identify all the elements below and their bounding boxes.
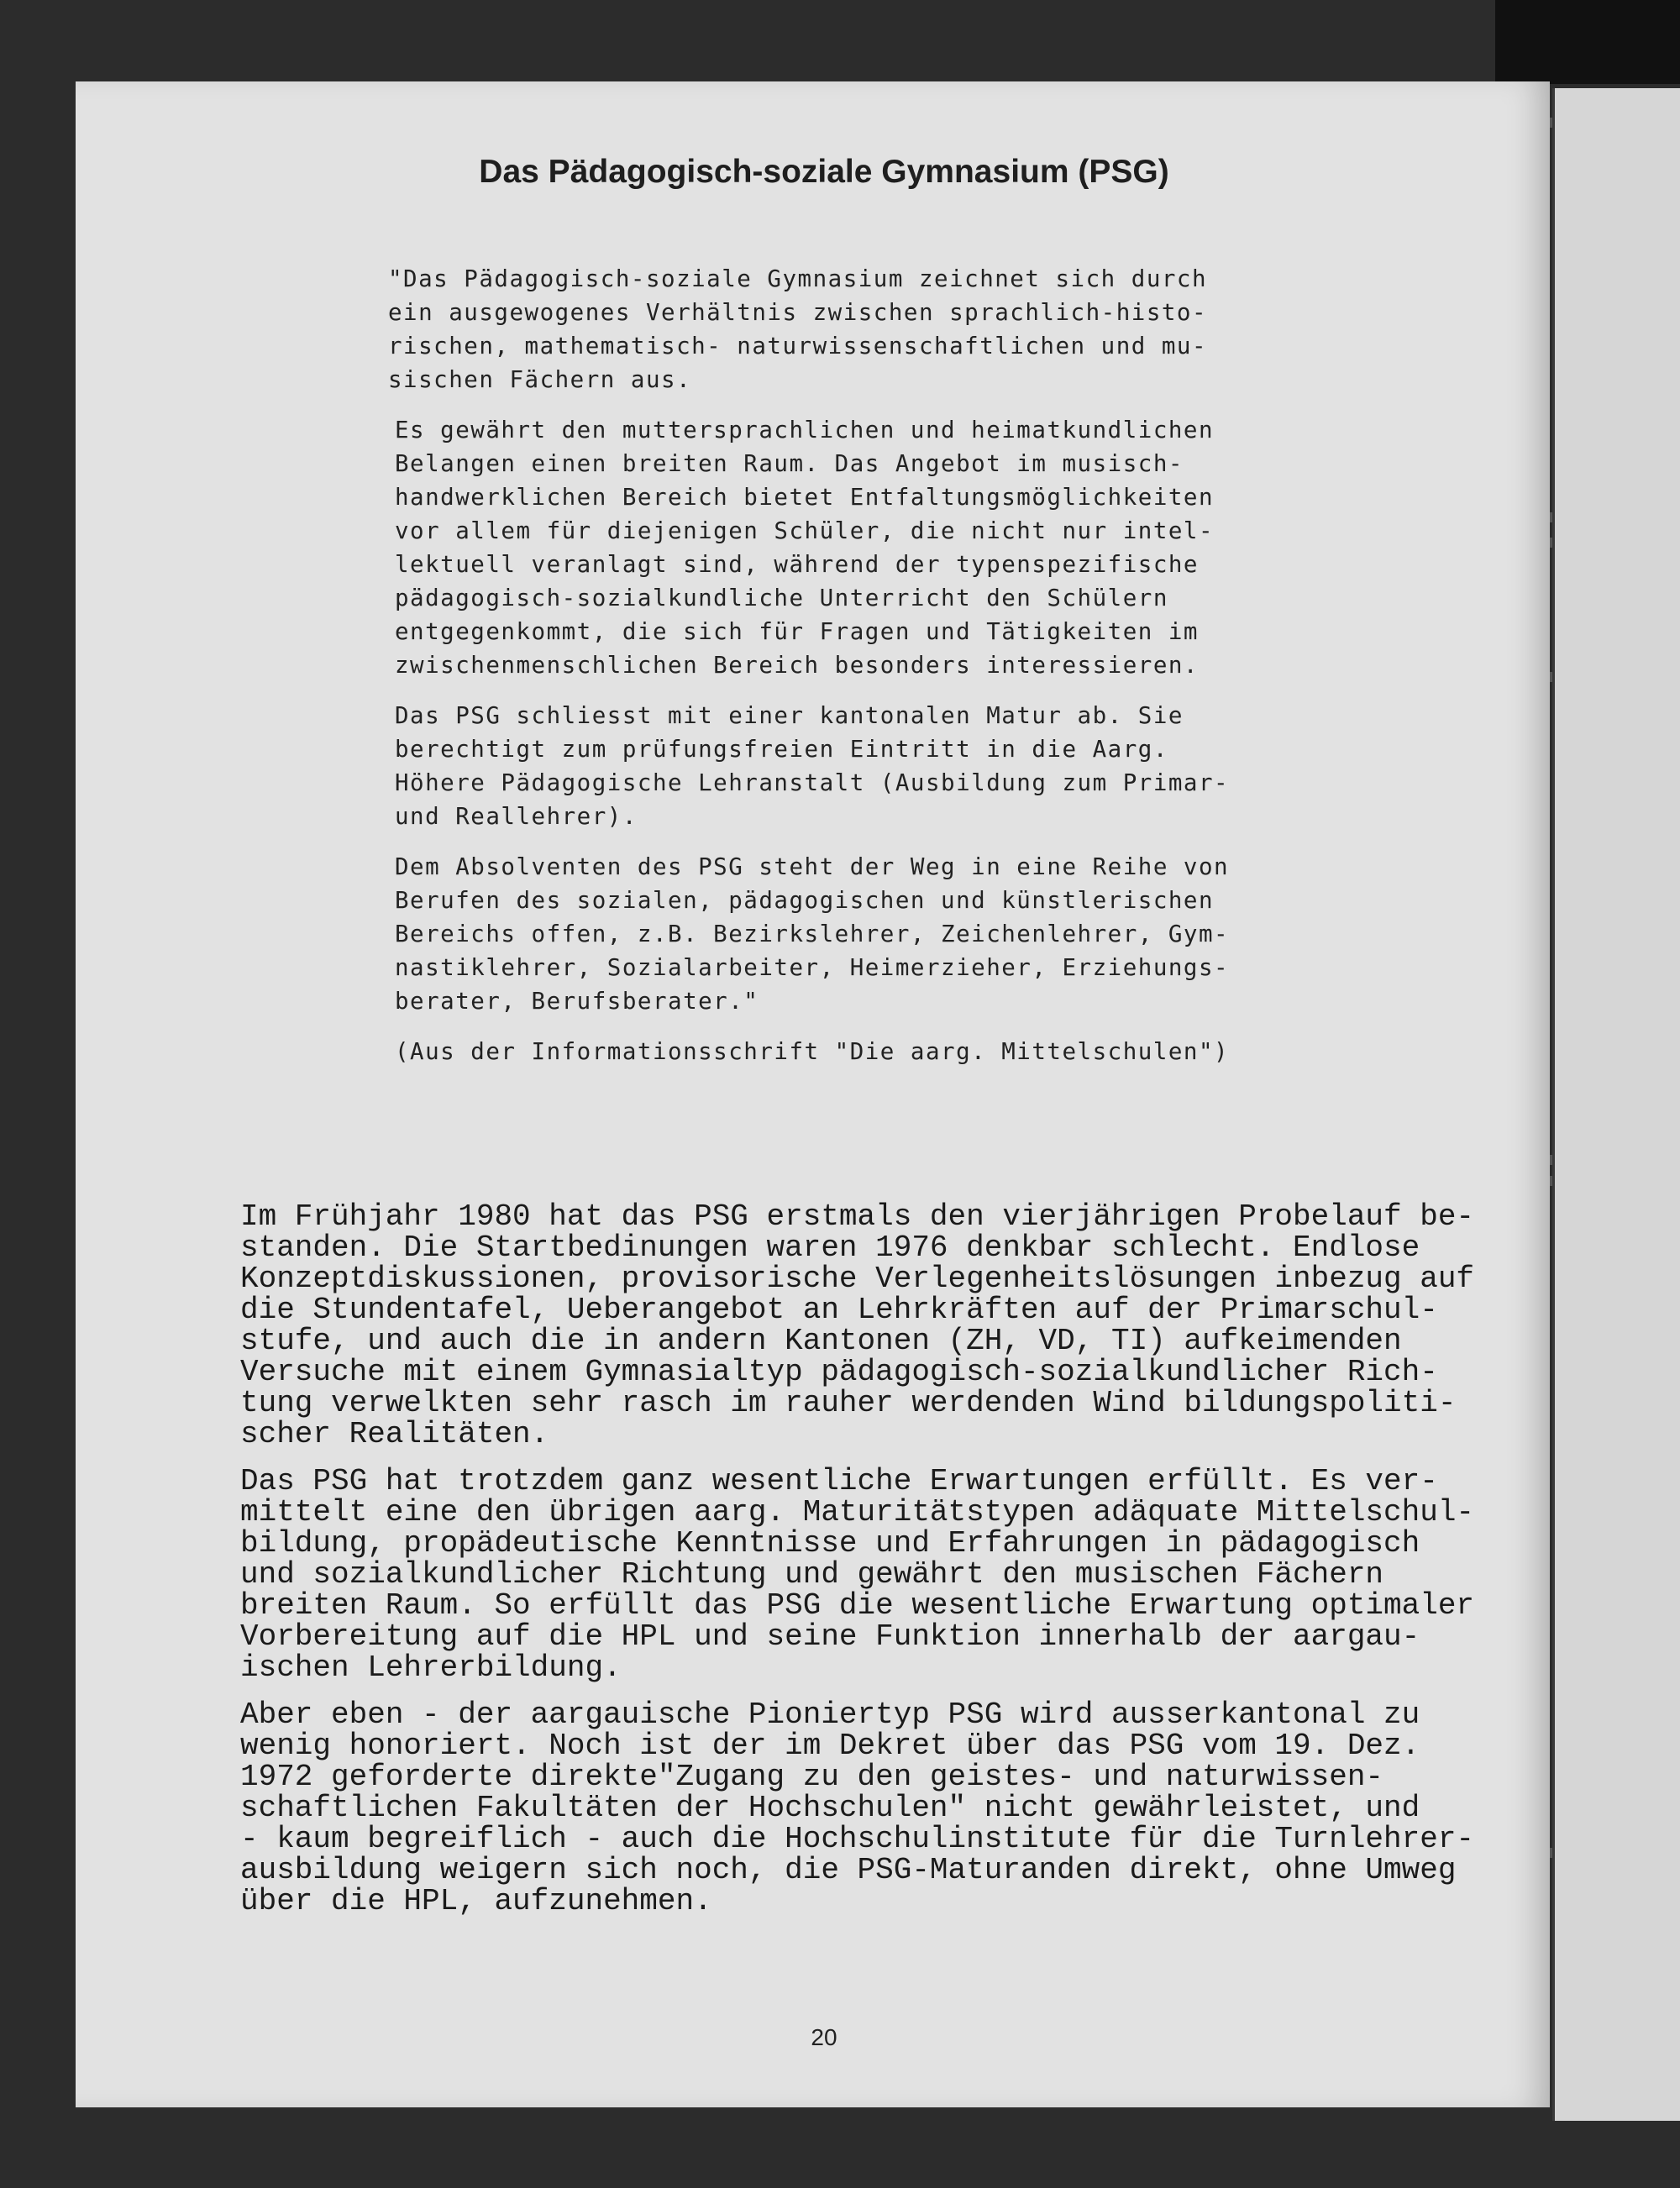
quote-paragraph: Das PSG schliesst mit einer kantonalen Matur ab. Sie berechtigt zum prüfungsfreien Eintritt in die Aarg. Höhere Pädagogische Lehranstalt (Ausbildung zum Primar- und Reallehrer). bbox=[395, 702, 1230, 830]
body-paragraph: Im Frühjahr 1980 hat das PSG erstmals den vierjährigen Probelauf be- standen. Die Startbedinungen waren 1976 denkbar schlecht. Endlose Konzeptdiskussionen, provisorische Verlegenheitslösungen inbezug auf die Stundentafel, Ueberangebot an Lehrkräften auf der Primarschul- stufe, und auch die in andern Kantonen (ZH, VD, TI) aufkeimenden Versuche mit einem Gymnasialtyp pädagogisch-sozialkundlicher Rich- tung verwelkten sehr rasch im rauher werdenden Wind bildungspoliti- scher Realitäten. bbox=[240, 1199, 1475, 1451]
body-text bbox=[240, 1201, 1525, 1933]
adjacent-page-edge bbox=[1552, 88, 1680, 2121]
page-title: Das Pädagogisch-soziale Gymnasium (PSG) bbox=[479, 154, 1169, 190]
body-paragraph: Das PSG hat trotzdem ganz wesentliche Erwartungen erfüllt. Es ver- mittelt eine den übrigen aarg. Maturitätstypen adäquate Mittelschul- bildung, propädeutische Kenntnisse und Erfahrungen in pädagogisch und sozialkundlicher Richtung und gewährt den musischen Fächern breiten Raum. So erfüllt das PSG die wesentliche Erwartung optimaler Vorbereitung auf die HPL und seine Funktion innerhalb der aargau- ischen Lehrerbildung. bbox=[240, 1464, 1475, 1685]
quote-source: (Aus der Informationsschrift "Die aarg. Mittelschulen") bbox=[395, 1038, 1230, 1065]
quote-paragraph: "Das Pädagogisch-soziale Gymnasium zeichnet sich durch ein ausgewogenes Verhältnis zwischen sprachlich-histo- rischen, mathematisch- naturwissenschaftlichen und mu- sischen Fächern aus. bbox=[388, 265, 1208, 393]
page-number: 20 bbox=[811, 2024, 837, 2050]
quoted-excerpt bbox=[388, 262, 1273, 1085]
body-paragraph: Aber eben - der aargauische Pioniertyp PSG wird ausserkantonal zu wenig honoriert. Noch ist der im Dekret über das PSG vom 19. Dez. 1972 geforderte direkte"Zugang zu den geistes- und naturwissen- schaftlichen Fakultäten der Hochschulen" nicht gewährleistet, und - kaum begreiflich - auch die Hochschulinstitute für die Turnlehrer- ausbildung weigern sich noch, die PSG-Maturanden direkt, ohne Umweg über die HPL, aufzunehmen. bbox=[240, 1697, 1475, 1918]
scan-background-corner bbox=[1495, 0, 1680, 84]
quote-paragraph: Dem Absolventen des PSG steht der Weg in eine Reihe von Berufen des sozialen, pädagogischen und künstlerischen Bereichs offen, z.B. Bezirkslehrer, Zeichenlehrer, Gym- nastiklehrer, Sozialarbeiter, Heimerzieher, Erziehungs- berater, Berufsberater." bbox=[395, 853, 1230, 1015]
quote-paragraph: Es gewährt den muttersprachlichen und heimatkundlichen Belangen einen breiten Raum. Das Angebot im musisch- handwerklichen Bereich bietet Entfaltungsmöglichkeiten vor allem für diejenigen Schüler, die nicht nur intel- lektuell veranlagt sind, während der typenspezifische pädagogisch-sozialkundliche Unterricht den Schülern entgegenkommt, die sich für Fragen und Tätigkeiten im zwischenmenschlichen Bereich besonders interessieren. bbox=[395, 417, 1215, 679]
